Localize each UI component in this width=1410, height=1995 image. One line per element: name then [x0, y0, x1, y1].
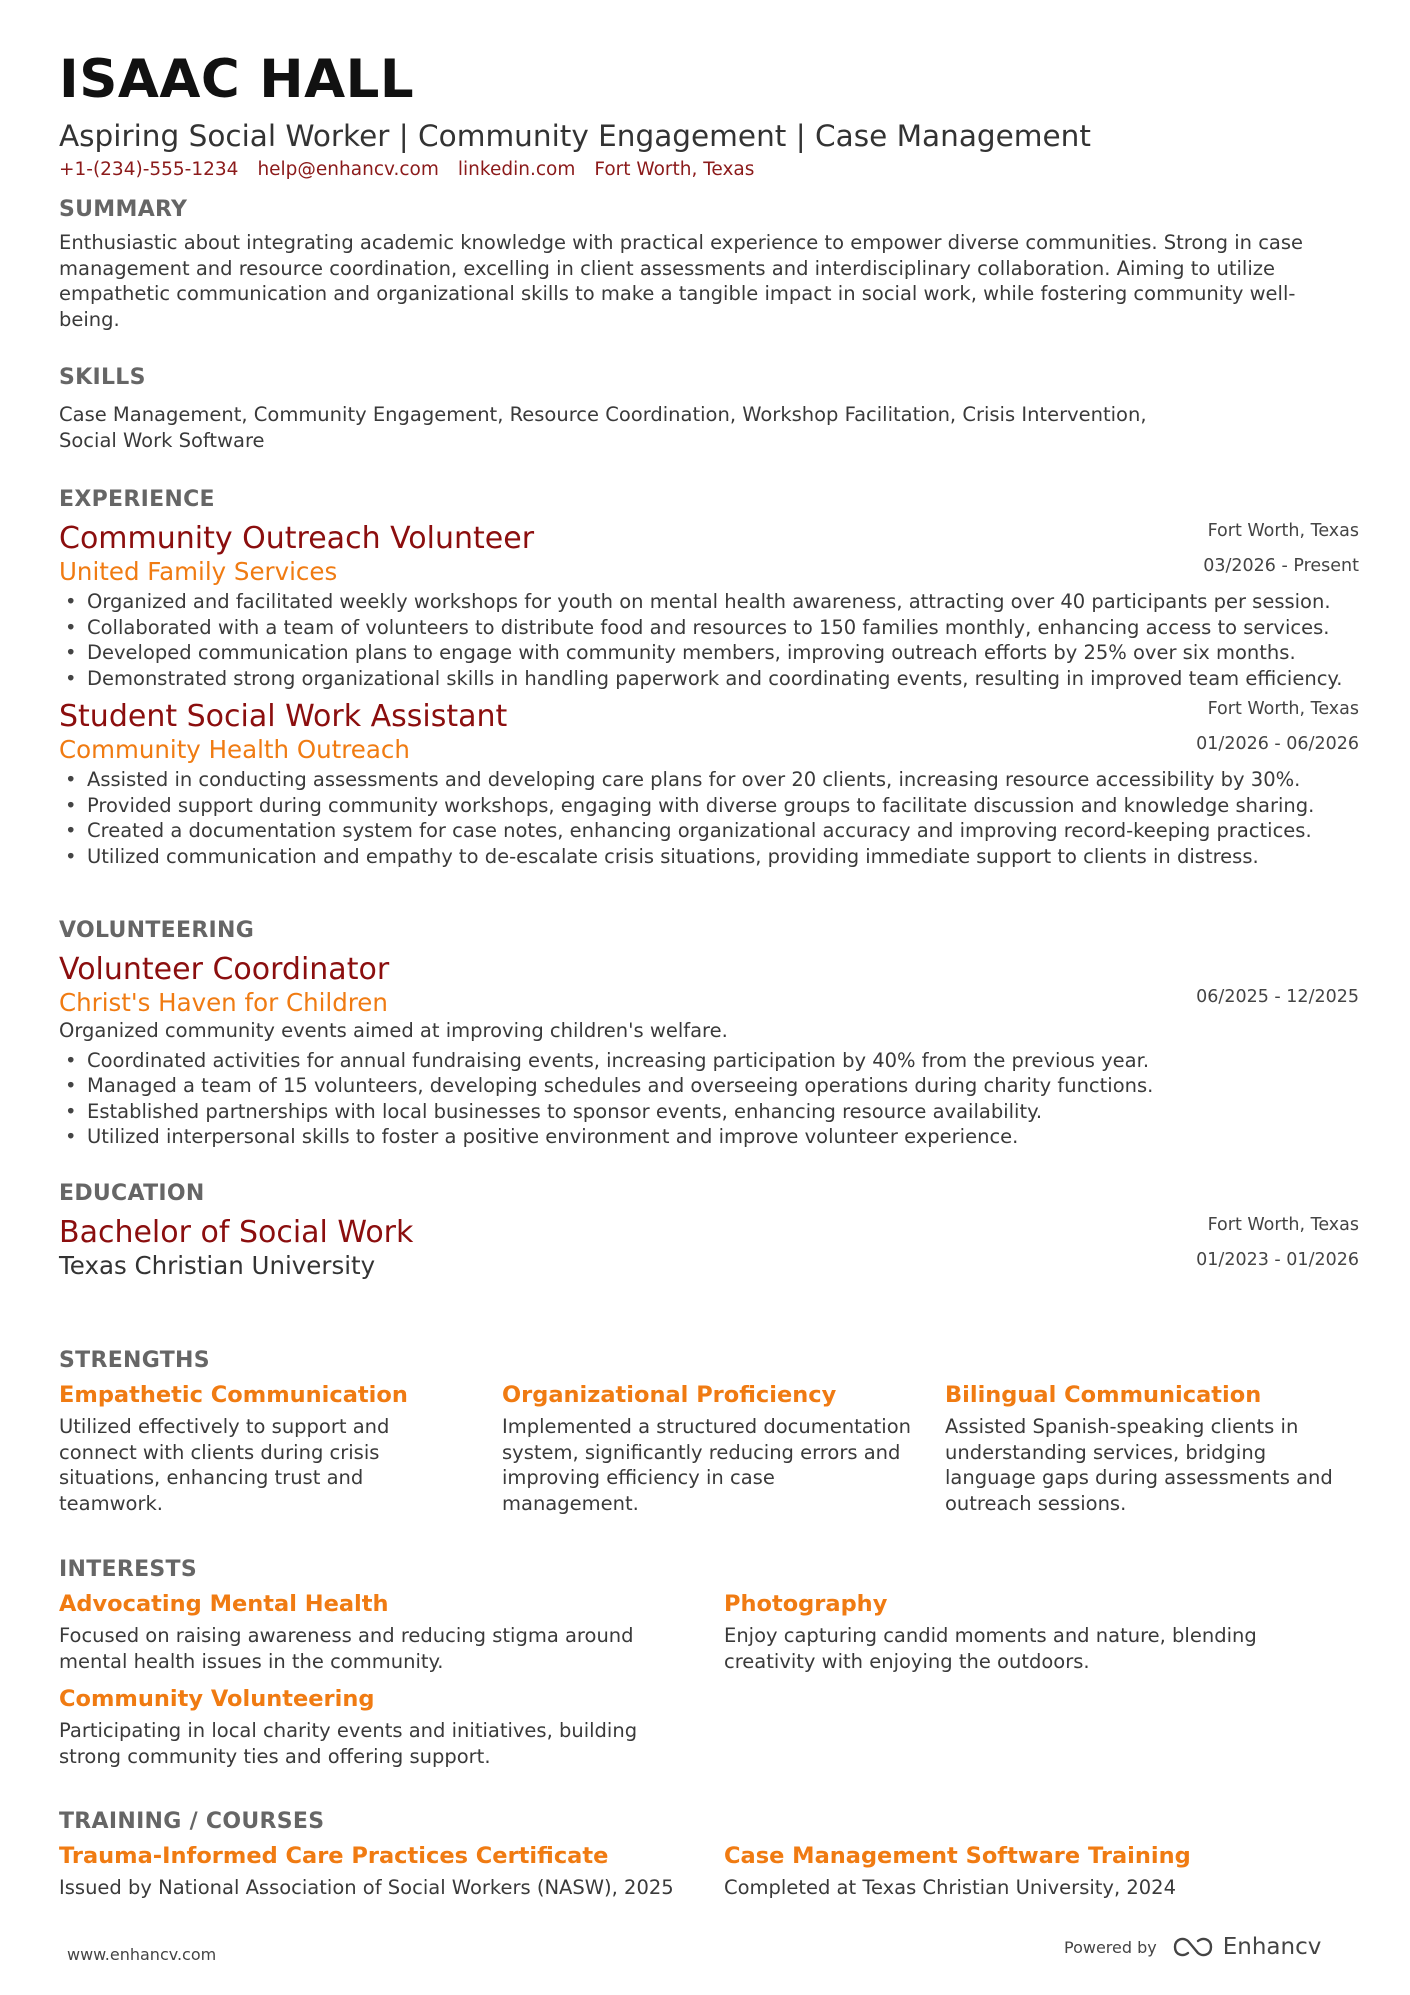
- training-item: [724, 1840, 1359, 1901]
- education-location: Fort Worth, Texas: [1207, 1215, 1359, 1235]
- footer-branding: [1064, 1934, 1321, 1960]
- interest-title: Advocating Mental Health: [59, 1591, 389, 1617]
- phone-link[interactable]: +1-(234)-555-1234: [59, 159, 239, 180]
- skills-line: Case Management, Community Engagement, Resource Coordination, Workshop Facilitation, Crisis Intervention,: [59, 403, 1147, 426]
- strength-title: Organizational Proficiency: [502, 1382, 837, 1408]
- strength-title: Bilingual Communication: [945, 1382, 1262, 1408]
- candidate-title: Aspiring Social Worker | Community Engagement | Case Management: [59, 119, 1091, 153]
- training-text: Issued by National Association of Social Workers (NASW), 2025: [59, 1876, 674, 1899]
- job-role: Student Social Work Assistant: [59, 699, 508, 734]
- list-item: • Created a documentation system for case notes, enhancing organizational accuracy and improving record-keeping practices.: [59, 818, 1359, 844]
- experience-section: [59, 485, 1359, 869]
- section-heading: SUMMARY: [59, 197, 188, 222]
- section-heading: EXPERIENCE: [59, 487, 215, 512]
- volunteer-entry: [59, 952, 1359, 1150]
- section-heading: INTERESTS: [59, 1557, 197, 1582]
- enhancv-logo[interactable]: [1171, 1934, 1322, 1960]
- strength-text: Utilized effectively to support and connect with clients during crisis situations, enhancing trust and teamwork.: [59, 1415, 390, 1515]
- strength-text: Implemented a structured documentation system, significantly reducing errors and improving efficiency in case management.: [502, 1415, 912, 1515]
- strength-item: [945, 1379, 1359, 1516]
- interest-title: Photography: [724, 1591, 888, 1617]
- volunteer-role: Volunteer Coordinator: [59, 952, 390, 987]
- volunteer-description: Organized community events aimed at improving children's welfare.: [59, 1019, 728, 1042]
- job-role: Community Outreach Volunteer: [59, 521, 535, 556]
- interest-text: Enjoy capturing candid moments and nature, blending creativity with enjoying the outdoors.: [724, 1624, 1257, 1673]
- interests-grid: [59, 1588, 1359, 1769]
- list-item: • Assisted in conducting assessments and developing care plans for over 20 clients, increasing resource accessibility by 30%.: [59, 767, 1359, 793]
- list-item: • Utilized interpersonal skills to foster a positive environment and improve volunteer experience.: [59, 1124, 1359, 1150]
- summary-text: Enthusiastic about integrating academic knowledge with practical experience to empower diverse communities. Strong in case management and resource coordination, excelling in client assessments and interdisciplinary collaboration. Aiming to utilize empathetic communication and organizational skills to make a tangible impact in social work, while fostering community well-being.: [59, 231, 1304, 331]
- section-heading: SKILLS: [59, 365, 146, 390]
- job-entry: [59, 699, 1359, 869]
- education-dates: 01/2023 - 01/2026: [1196, 1250, 1359, 1270]
- training-title: Case Management Software Training: [724, 1843, 1191, 1869]
- education-entry: [59, 1215, 1359, 1281]
- list-item: • Established partnerships with local businesses to sponsor events, enhancing resource availability.: [59, 1099, 1359, 1125]
- education-section: [59, 1179, 1359, 1281]
- job-bullets: [59, 767, 1359, 869]
- summary-section: [59, 195, 1359, 332]
- school: Texas Christian University: [59, 1251, 376, 1280]
- skills-section: [59, 363, 1359, 453]
- footer-website-link[interactable]: www.enhancv.com: [67, 1945, 217, 1964]
- skills-line: Social Work Software: [59, 428, 265, 452]
- contact-bar: [59, 157, 1359, 183]
- interest-title: Community Volunteering: [59, 1686, 375, 1712]
- email-link[interactable]: help@enhancv.com: [257, 159, 439, 180]
- training-section: [59, 1807, 1359, 1901]
- interests-section: [59, 1555, 1359, 1769]
- job-dates: 01/2026 - 06/2026: [1196, 734, 1359, 754]
- volunteer-dates: 06/2025 - 12/2025: [1196, 987, 1359, 1007]
- list-item: • Utilized communication and empathy to de-escalate crisis situations, providing immediate support to clients in distress.: [59, 844, 1359, 870]
- degree: Bachelor of Social Work: [59, 1215, 414, 1250]
- strength-item: [502, 1379, 945, 1516]
- section-heading: EDUCATION: [59, 1181, 205, 1206]
- job-org: Community Health Outreach: [59, 735, 410, 764]
- section-heading: VOLUNTEERING: [59, 918, 255, 943]
- brand-name: Enhancv: [1222, 1934, 1322, 1960]
- powered-by-label: Powered by: [1064, 1937, 1157, 1957]
- volunteer-org: Christ's Haven for Children: [59, 988, 388, 1017]
- volunteer-bullets: [59, 1048, 1359, 1150]
- volunteering-section: [59, 916, 1359, 1150]
- list-item: • Collaborated with a team of volunteers to distribute food and resources to 150 families monthly, enhancing access to services.: [59, 615, 1359, 641]
- training-item: [59, 1840, 724, 1901]
- strength-item: [59, 1379, 502, 1516]
- section-heading: STRENGTHS: [59, 1348, 210, 1373]
- job-bullets: [59, 589, 1359, 691]
- list-item: • Demonstrated strong organizational skills in handling paperwork and coordinating events, resulting in improved team efficiency.: [59, 666, 1359, 692]
- linkedin-link[interactable]: linkedin.com: [457, 159, 576, 180]
- location-text: Fort Worth, Texas: [594, 159, 755, 180]
- list-item: • Coordinated activities for annual fundraising events, increasing participation by 40% from the previous year.: [59, 1048, 1359, 1074]
- list-item: • Developed communication plans to engage with community members, improving outreach efforts by 25% over six months.: [59, 640, 1359, 666]
- job-org: United Family Services: [59, 557, 338, 586]
- job-location: Fort Worth, Texas: [1207, 699, 1359, 719]
- job-dates: 03/2026 - Present: [1203, 556, 1359, 576]
- candidate-name: ISAAC HALL: [59, 49, 415, 110]
- interest-text: Focused on raising awareness and reducing stigma around mental health issues in the community.: [59, 1624, 634, 1673]
- list-item: • Organized and facilitated weekly workshops for youth on mental health awareness, attracting over 40 participants per session.: [59, 589, 1359, 615]
- training-text: Completed at Texas Christian University, 2024: [724, 1876, 1176, 1899]
- job-entry: [59, 521, 1359, 691]
- interest-item: [724, 1588, 1359, 1674]
- strengths-section: [59, 1346, 1359, 1516]
- strength-title: Empathetic Communication: [59, 1382, 408, 1408]
- section-heading: TRAINING / COURSES: [59, 1809, 325, 1834]
- strengths-grid: [59, 1379, 1359, 1516]
- resume-page: [59, 44, 1359, 1899]
- job-location: Fort Worth, Texas: [1207, 521, 1359, 541]
- training-grid: [59, 1840, 1359, 1901]
- interest-item: [59, 1683, 724, 1769]
- training-title: Trauma-Informed Care Practices Certificate: [59, 1843, 609, 1869]
- interest-item: [59, 1588, 724, 1674]
- enhancv-logo-icon: [1171, 1935, 1215, 1959]
- interest-text: Participating in local charity events and initiatives, building strong community ties and offering support.: [59, 1719, 638, 1768]
- list-item: • Managed a team of 15 volunteers, developing schedules and overseeing operations during charity functions.: [59, 1073, 1359, 1099]
- strength-text: Assisted Spanish-speaking clients in understanding services, bridging language gaps during assessments and outreach sessions.: [945, 1415, 1333, 1515]
- list-item: • Provided support during community workshops, engaging with diverse groups to facilitate discussion and knowledge sharing.: [59, 793, 1359, 819]
